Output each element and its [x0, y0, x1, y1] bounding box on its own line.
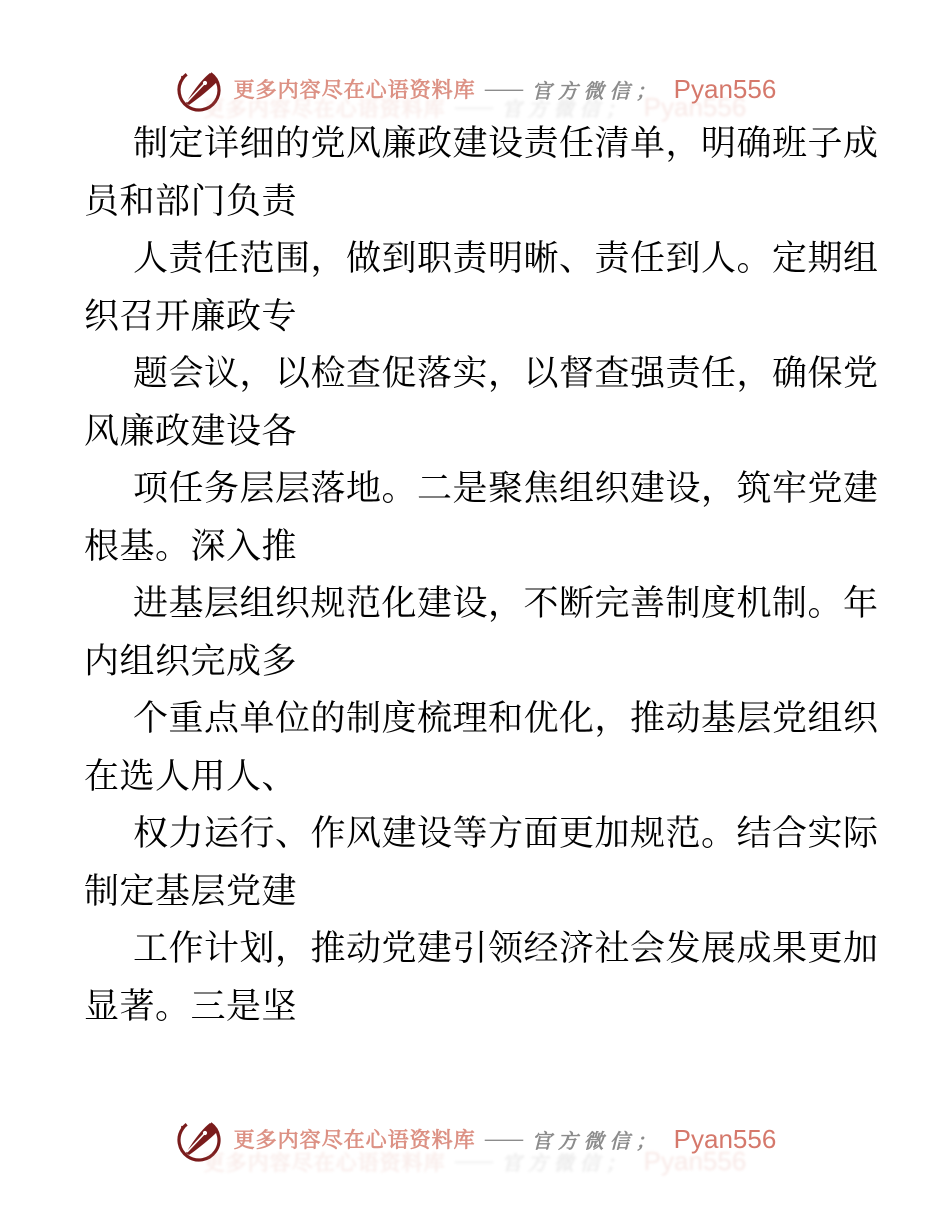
watermark-wechat-label: 官方微信； — [531, 80, 662, 103]
footer-watermark — [0, 1114, 950, 1164]
document-body — [84, 115, 879, 1035]
watermark-dash: — — [484, 77, 523, 100]
watermark-wechat-label: 官方微信； — [501, 99, 632, 121]
text-line: 织召开廉政专 — [84, 296, 298, 336]
watermark-site-text: 更多内容尽在心语资料库 — [233, 78, 476, 102]
watermark-account: Pyan556 — [643, 92, 747, 122]
watermark-account: Pyan556 — [673, 73, 777, 104]
text-line: 个重点单位的制度梳理和优化，推动基层党组织 — [133, 699, 879, 738]
watermark-account: Pyan556 — [643, 1146, 747, 1176]
text-line: 项任务层层落地。二是聚焦组织建设，筑牢党建 — [133, 469, 879, 508]
watermark-site-text: 更多内容尽在心语资料库 — [203, 96, 446, 121]
watermark-wechat-label: 官方微信； — [501, 1153, 632, 1175]
text-line: 进基层组织规范化建设，不断完善制度机制。年 — [133, 584, 879, 623]
text-line: 员和部门负责 — [84, 181, 298, 221]
watermark-account: Pyan556 — [673, 1123, 777, 1154]
text-line: 风廉政建设各 — [84, 411, 298, 451]
watermark-site-text: 更多内容尽在心语资料库 — [203, 1150, 446, 1175]
text-line: 显著。三是坚 — [84, 986, 298, 1026]
watermark-dash: — — [484, 1127, 523, 1150]
text-line: 题会议，以检查促落实，以督查强责任，确保党 — [133, 354, 879, 393]
text-line: 人责任范围，做到职责明晰、责任到人。定期组 — [133, 239, 879, 278]
pen-nib-circle-icon — [174, 64, 224, 114]
text-line: 制定基层党建 — [84, 871, 298, 911]
text-line: 内组织完成多 — [84, 641, 298, 681]
text-line: 在选人用人、 — [84, 756, 298, 796]
pen-nib-circle-icon — [174, 1114, 224, 1164]
watermark-site-text: 更多内容尽在心语资料库 — [233, 1128, 476, 1152]
text-line: 制定详细的党风廉政建设责任清单，明确班子成 — [133, 124, 879, 163]
watermark-dash: — — [454, 1150, 493, 1172]
header-watermark — [0, 64, 950, 114]
text-line: 权力运行、作风建设等方面更加规范。结合实际 — [133, 814, 879, 853]
text-line: 根基。深入推 — [84, 526, 298, 566]
text-line: 工作计划，推动党建引领经济社会发展成果更加 — [133, 929, 879, 968]
watermark-dash: — — [454, 96, 493, 118]
watermark-wechat-label: 官方微信； — [531, 1130, 662, 1153]
